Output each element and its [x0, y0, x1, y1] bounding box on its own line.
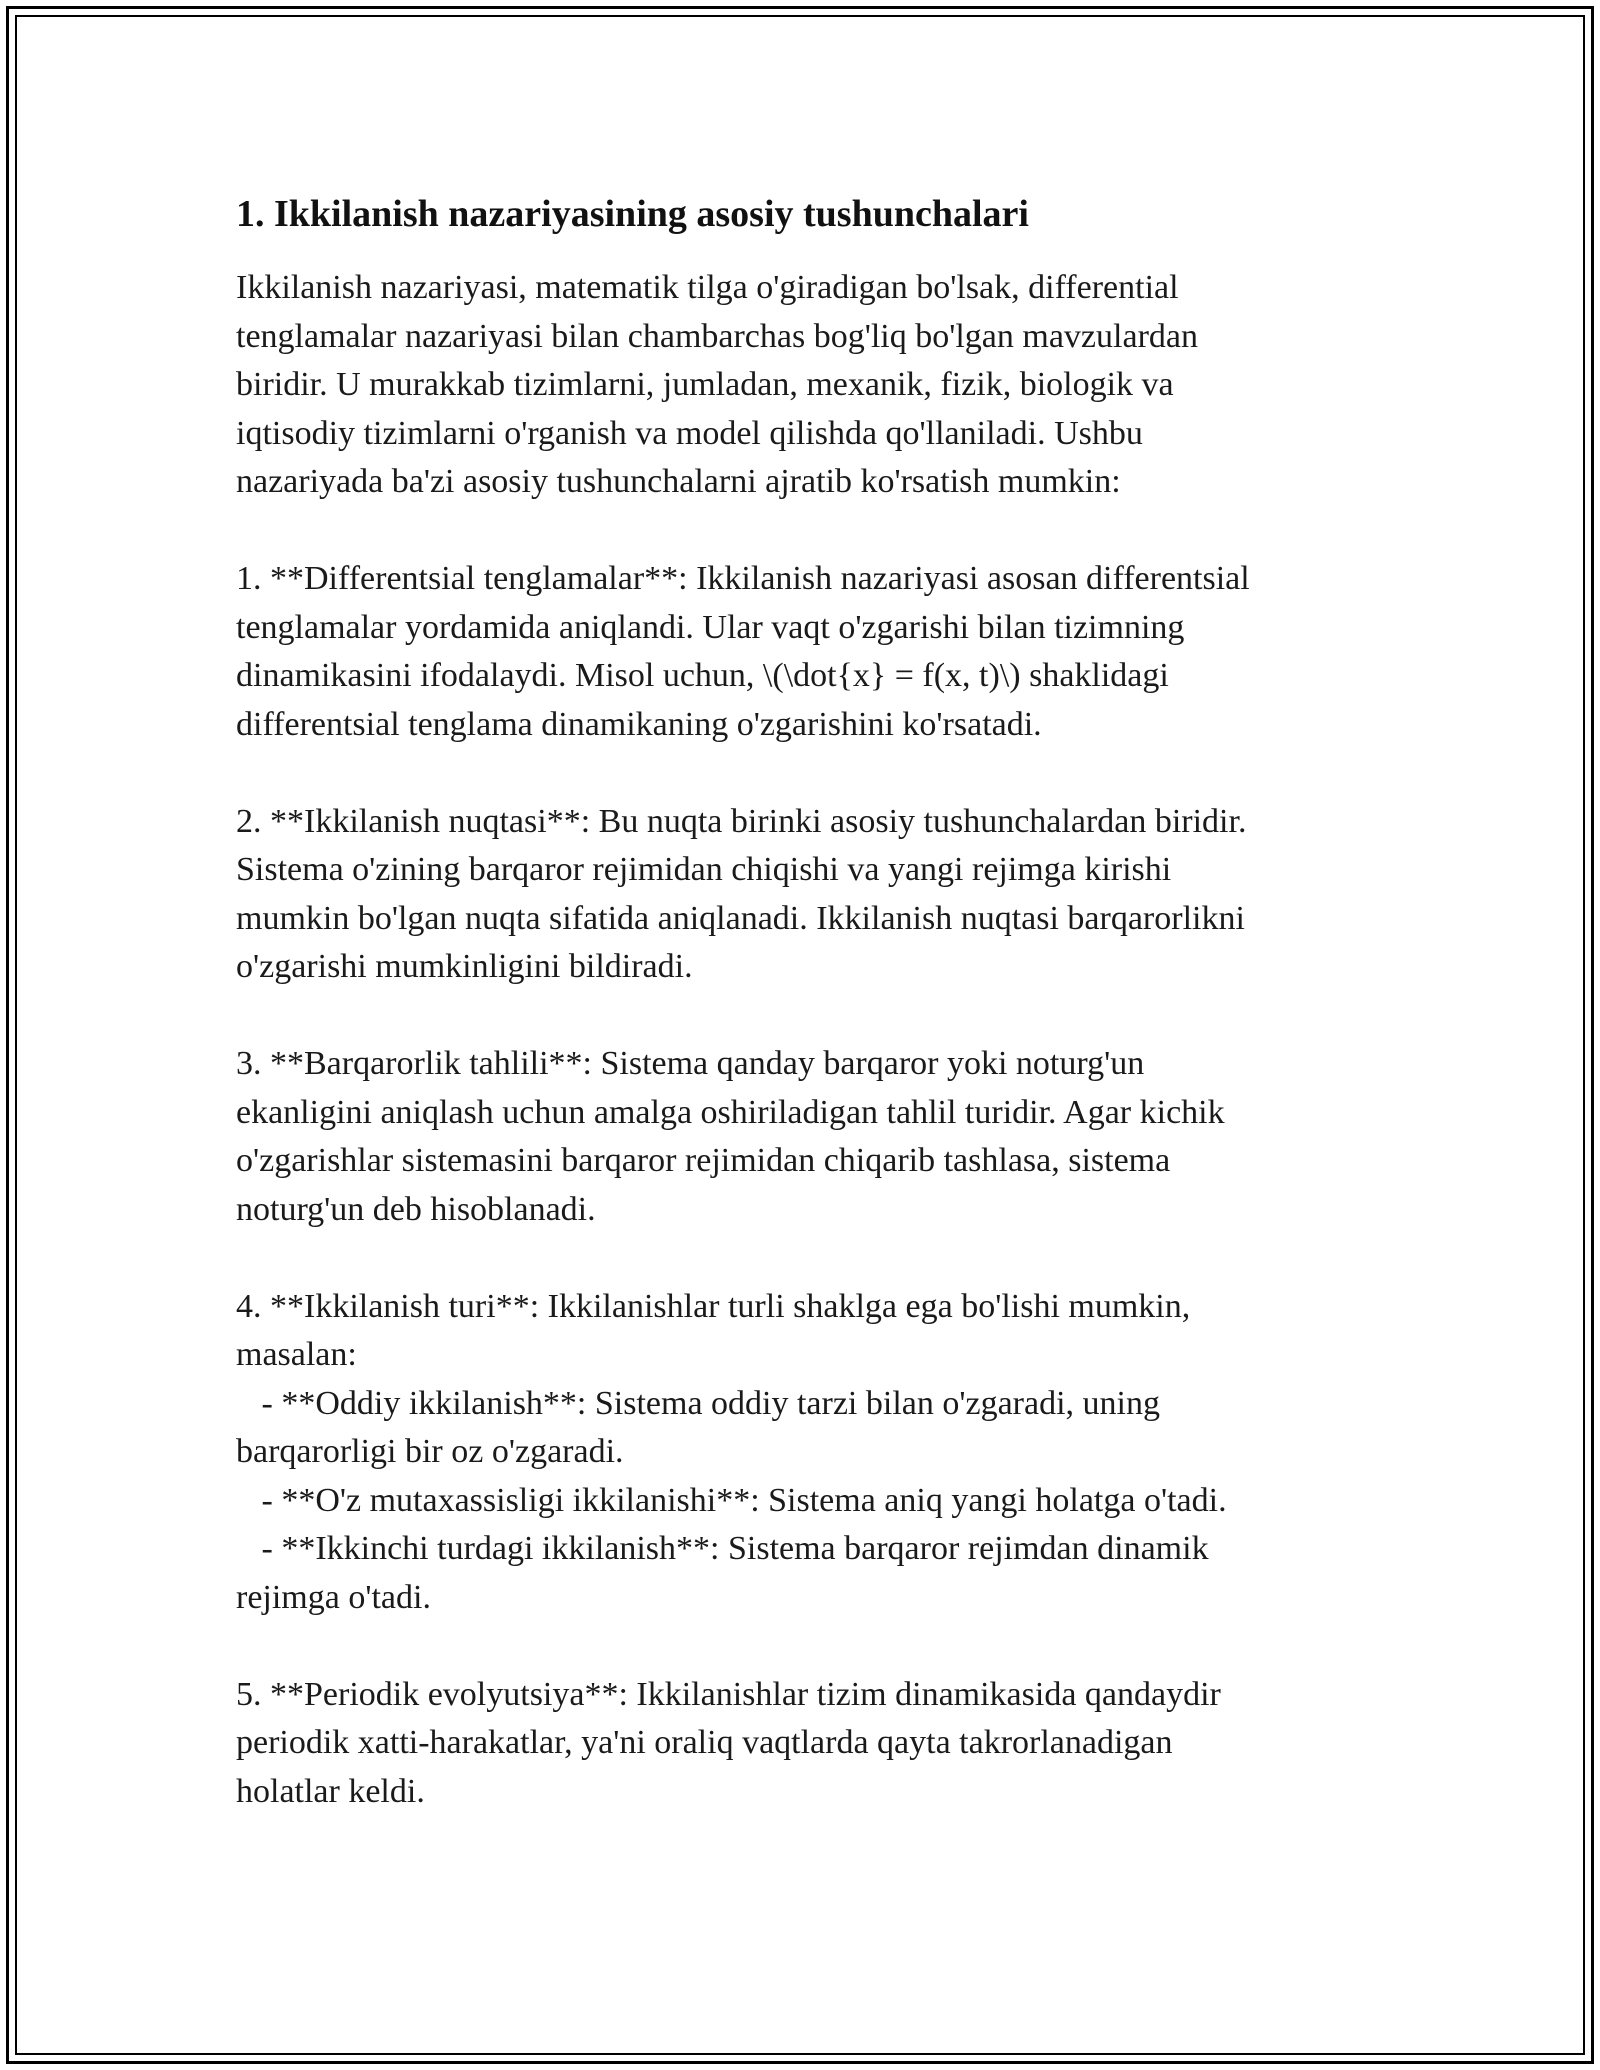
- paragraph-spacer: [236, 749, 1376, 798]
- list-item-differential-equations: 1. **Differentsial tenglamalar**: Ikkilanish nazariyasi asosan differentsial tenglamalar yordamida aniqlandi. Ular vaqt o'zgarishi bilan tizimning dinamikasini ifodalaydi. Misol uchun, \(\dot{x} = f(x, t)\) shaklidagi differentsial tenglama dinamikaning o'zgarishini ko'rsatadi.: [236, 560, 1250, 743]
- intro-paragraph: Ikkilanish nazariyasi, matematik tilga o'giradigan bo'lsak, differential tenglamalar nazariyasi bilan chambarchas bog'liq bo'lgan mavzulardan biridir. U murakkab tizimlarni, jumladan, mexanik, fizik, biologik va iqtisodiy tizimlarni o'rganish va model qilishda qo'llaniladi. Ushbu nazariyada ba'zi asosiy tushunchalarni ajratib ko'rsatish mumkin:: [236, 269, 1198, 500]
- paragraph-spacer: [236, 507, 1376, 556]
- document-body: [236, 186, 1376, 1816]
- paragraph-spacer: [236, 1234, 1376, 1283]
- paragraph-spacer: [236, 992, 1376, 1041]
- list-item-bifurcation-point: 2. **Ikkilanish nuqtasi**: Bu nuqta birinki asosiy tushunchalardan biridir. Sistema o'zining barqaror rejimidan chiqishi va yangi rejimga kirishi mumkin bo'lgan nuqta sifatida aniqlanadi. Ikkilanish nuqtasi barqarorlikni o'zgarishi mumkinligini bildiradi.: [236, 802, 1247, 985]
- list-item-stability-analysis: 3. **Barqarorlik tahlili**: Sistema qanday barqaror yoki noturg'un ekanligini aniqlash uchun amalga oshiriladigan tahlil turidir. Agar kichik o'zgarishlar sistemasini barqaror rejimidan chiqarib tashlasa, sistema noturg'un deb hisoblanadi.: [236, 1045, 1225, 1228]
- section-heading: 1. Ikkilanish nazariyasining asosiy tushunchalari: [236, 193, 1029, 235]
- list-item-bifurcation-types: 4. **Ikkilanish turi**: Ikkilanishlar turli shaklga ega bo'lishi mumkin, masalan: - **Oddiy ikkilanish**: Sistema oddiy tarzi bilan o'zgaradi, uning barqarorligi bir oz o'zgaradi. - **O'z mutaxassisligi ikkilanishi**: Sistema aniq yangi holatga o'tadi. - **Ikkinchi turdagi ikkilanish**: Sistema barqaror rejimdan dinamik rejimga o'tadi.: [236, 1287, 1227, 1616]
- list-item-periodic-evolution: 5. **Periodik evolyutsiya**: Ikkilanishlar tizim dinamikasida qandaydir periodik xatti-harakatlar, ya'ni oraliq vaqtlarda qayta takrorlanadigan holatlar keldi.: [236, 1675, 1221, 1810]
- paragraph-spacer: [236, 1622, 1376, 1671]
